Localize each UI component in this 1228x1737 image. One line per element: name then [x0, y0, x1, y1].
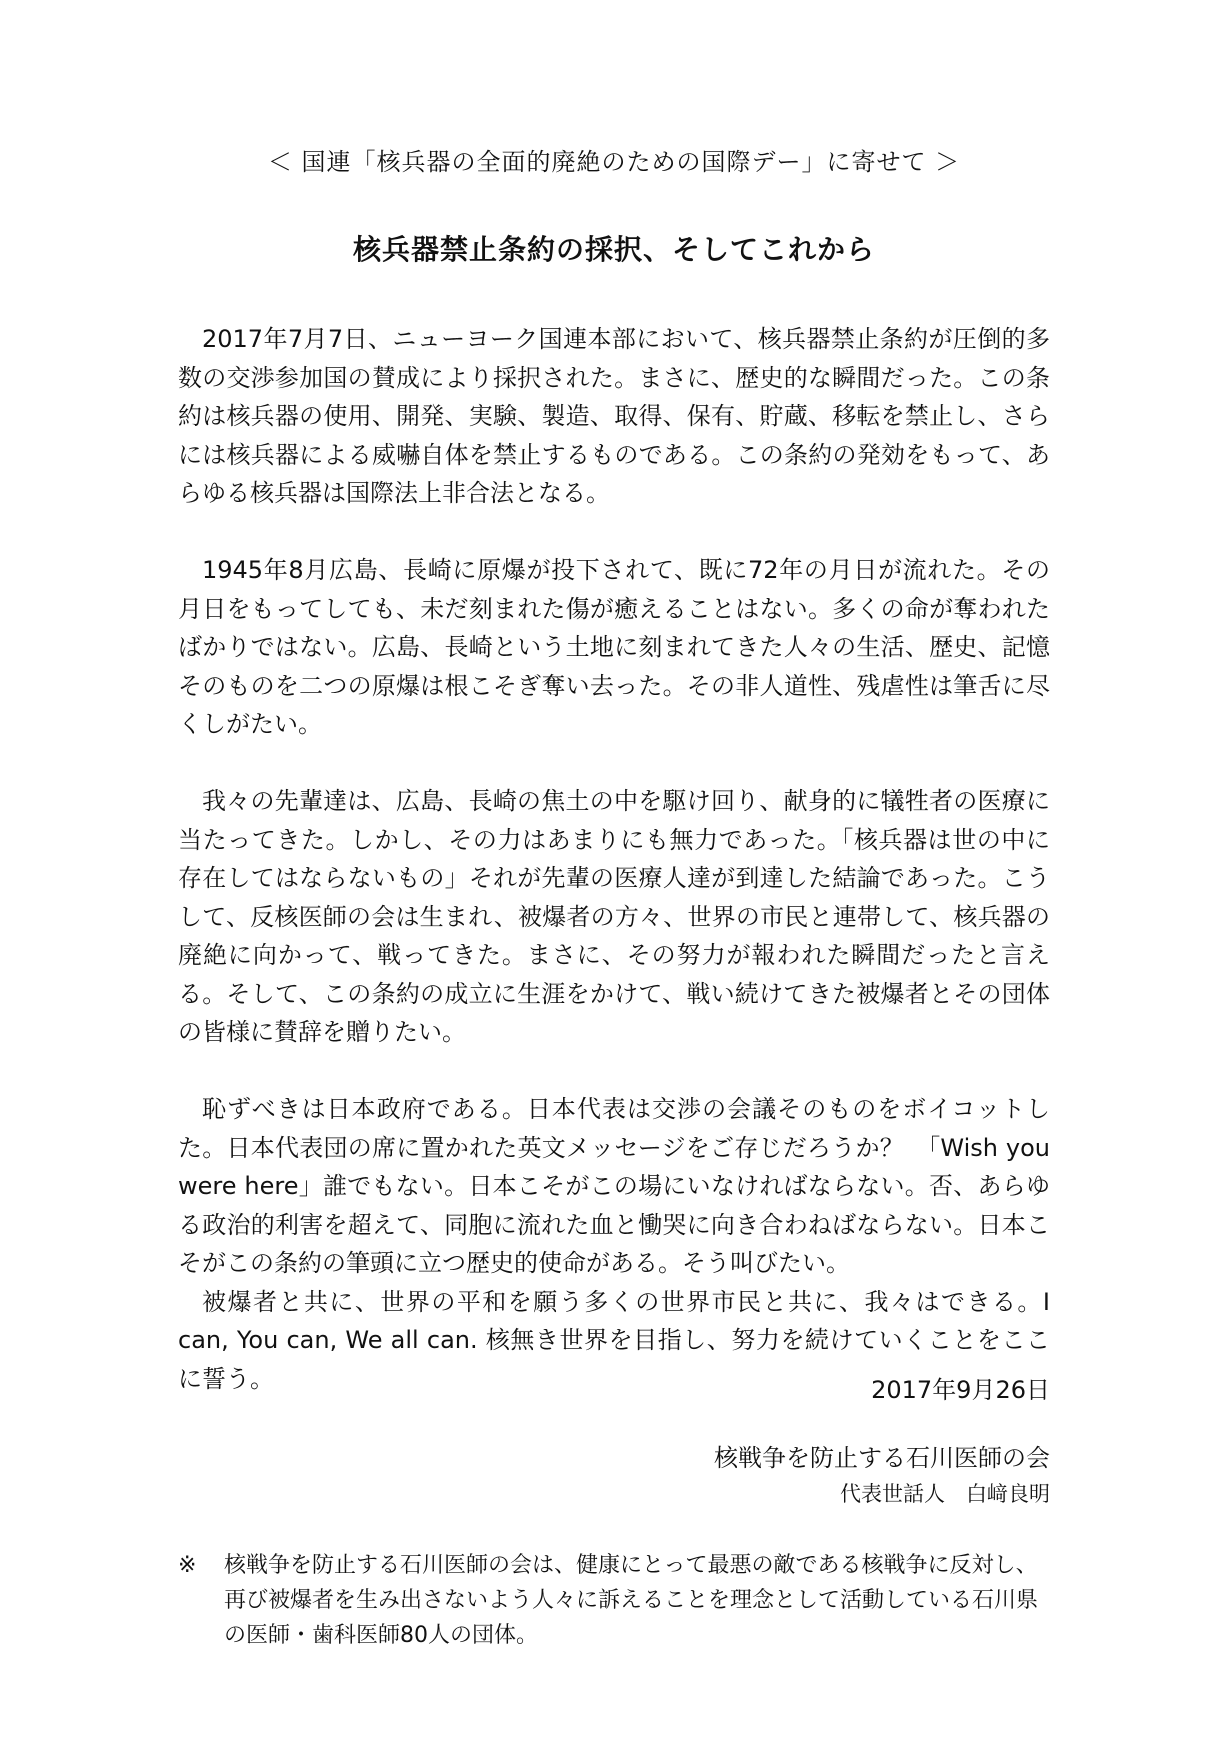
organization-name: 核戦争を防止する石川医師の会 [714, 1444, 1050, 1472]
body-paragraph-2: 1945年8月広島、長崎に原爆が投下されて、既に72年の月日が流れた。その月日をもってしても、未だ刻まれた傷が癒えることはない。多くの命が奪われたばかりではない。広島、長崎という土地に刻まれてきた人々の生活、歴史、記憶そのものを二つの原爆は根こそぎ奪い去った。その非人道性、残虐性は筆舌に尽くしがたい。 [178, 556, 1050, 738]
body-paragraph-3: 我々の先輩達は、広島、長崎の焦土の中を駆け回り、献身的に犠牲者の医療に当たってきた。しかし、その力はあまりにも無力であった。「核兵器は世の中に存在してはならないもの」それが先輩の医療人達が到達した結論であった。こうして、反核医師の会は生まれ、被爆者の方々、世界の市民と連帯して、核兵器の廃絶に向かって、戦ってきた。まさに、その努力が報われた瞬間だったと言える。そして、この条約の成立に生涯をかけて、戦い続けてきた被爆者とその団体の皆様に賛辞を贈りたい。 [178, 787, 1050, 1046]
document-date: 2017年9月26日 [871, 1376, 1050, 1404]
footnote-mark: ※ [178, 1553, 197, 1578]
paragraph-spacer [178, 744, 1050, 783]
document-subtitle: ＜ 国連「核兵器の全面的廃絶のための国際デー」に寄せて ＞ [267, 148, 961, 176]
footnote-text: 核戦争を防止する石川医師の会は、健康にとって最悪の敵である核戦争に反対し、再び被爆者を生み出さないよう人々に訴えることを理念として活動している石川県の医師・歯科医師80人の団体。 [224, 1553, 1039, 1648]
document-title: 核兵器禁止条約の採択、そしてこれから [352, 233, 875, 266]
paragraph-spacer [178, 1052, 1050, 1091]
paragraph-spacer [178, 513, 1050, 552]
body-paragraph-4: 恥ずべきは日本政府である。日本代表は交渉の会議そのものをボイコットした。日本代表団の席に置かれた英文メッセージをご存じだろうか？ 「Wish you were here」誰でもない。日本こそがこの場にいなければならない。否、あらゆる政治的利害を超えて、同胞に流れた血と慟哭に向き合わねばならない。日本こそがこの条約の筆頭に立つ歴史的使命がある。そう叫びたい。 [178, 1095, 1050, 1277]
body-paragraph-5: 被爆者と共に、世界の平和を願う多くの世界市民と共に、我々はできる。I can, You can, We all can. 核無き世界を目指し、努力を続けていくことをここに誓う。 [178, 1287, 1050, 1393]
representative-name: 代表世話人 白﨑良明 [840, 1482, 1050, 1506]
footnote [178, 1548, 1050, 1653]
body-paragraph-1: 2017年7月7日、ニューヨーク国連本部において、核兵器禁止条約が圧倒的多数の交渉参加国の賛成により採択された。まさに、歴史的な瞬間だった。この条約は核兵器の使用、開発、実験、製造、取得、保有、貯蔵、移転を禁止し、さらには核兵器による威嚇自体を禁止するものである。この条約の発効をもって、あらゆる核兵器は国際法上非合法となる。 [178, 325, 1050, 507]
document-body [178, 320, 1050, 1398]
